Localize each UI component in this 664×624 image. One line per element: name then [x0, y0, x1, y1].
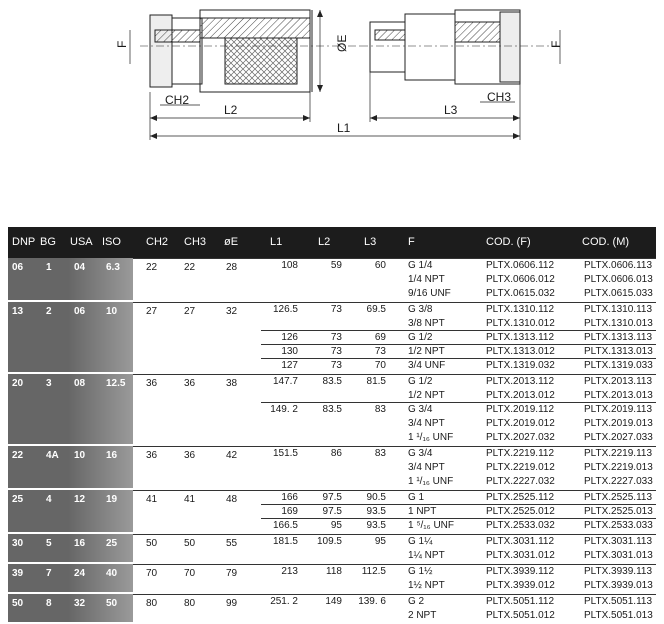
cell-l1: 166.5	[272, 520, 298, 531]
cell-cod-m: PLTX.1313.013	[584, 346, 653, 357]
cell-l3: 93.5	[366, 506, 386, 517]
cell-l3: 69.5	[366, 304, 386, 315]
cell-cod-m: PLTX.2525.113	[584, 492, 653, 503]
cell-ch2: 27	[146, 306, 158, 317]
cell-l2: 83.5	[322, 376, 342, 387]
cell-ch2: 36	[146, 378, 158, 389]
cell-f: G 1/4	[408, 260, 433, 271]
cell-iso: 50	[106, 598, 118, 609]
cell-ch2: 36	[146, 450, 158, 461]
header-usa: USA	[70, 236, 93, 248]
cell-cod-f: PLTX.1313.012	[486, 346, 555, 357]
cell-cod-m: PLTX.2219.113	[584, 448, 653, 459]
cell-l2: 73	[330, 304, 342, 315]
cell-bg: 3	[46, 378, 52, 389]
table-row	[8, 474, 656, 488]
cell-cod-f: PLTX.2019.112	[486, 404, 555, 415]
header-bg: BG	[40, 236, 56, 248]
cell-f: 3/4 NPT	[408, 418, 445, 429]
cell-dnp: 50	[12, 598, 24, 609]
cell-l2: 59	[330, 260, 342, 271]
cell-cod-m: PLTX.2525.013	[584, 506, 653, 517]
cell-l1: 108	[281, 260, 298, 271]
table-row	[8, 344, 656, 358]
cell-f: 1 ¹/₁₆ UNF	[408, 432, 454, 443]
cell-f: 3/4 UNF	[408, 360, 446, 371]
cell-cod-f: PLTX.0606.112	[486, 260, 555, 271]
header-f: F	[408, 236, 415, 248]
header-dnp: DNP	[12, 236, 36, 248]
cell-usa: 16	[74, 538, 86, 549]
cell-cod-f: PLTX.1310.112	[486, 304, 555, 315]
cell-oe: 55	[226, 538, 238, 549]
cell-ch3: 27	[184, 306, 196, 317]
cell-ch3: 41	[184, 494, 196, 505]
cell-oe: 28	[226, 262, 238, 273]
cell-usa: 10	[74, 450, 86, 461]
cell-cod-m: PLTX.5051.113	[584, 596, 653, 607]
cell-usa: 08	[74, 378, 86, 389]
cell-cod-f: PLTX.3939.012	[486, 580, 555, 591]
cell-l3: 73	[374, 346, 386, 357]
female-coupling-drawing	[140, 10, 360, 92]
cell-f: G 3/8	[408, 304, 433, 315]
table-row	[8, 548, 656, 562]
cell-cod-m: PLTX.0615.033	[584, 288, 653, 299]
cell-f: 1¼ NPT	[408, 550, 445, 561]
cell-cod-m: PLTX.1310.113	[584, 304, 653, 315]
table-row	[8, 504, 656, 518]
label-ch2: CH2	[165, 93, 190, 107]
cell-iso: 16	[106, 450, 118, 461]
cell-cod-f: PLTX.1313.112	[486, 332, 555, 343]
table-body	[8, 258, 656, 624]
cell-bg: 1	[46, 262, 52, 273]
header-l3: L3	[364, 236, 377, 248]
cell-cod-m: PLTX.2013.013	[584, 390, 653, 401]
header-l1: L1	[270, 236, 283, 248]
cell-cod-m: PLTX.0606.113	[584, 260, 653, 271]
label-l3: L3	[444, 103, 458, 117]
table-group	[8, 534, 656, 564]
cell-l3: 93.5	[366, 520, 386, 531]
table-row	[8, 430, 656, 444]
cell-l2: 97.5	[322, 492, 342, 503]
cell-cod-f: PLTX.2013.112	[486, 376, 555, 387]
cell-iso: 10	[106, 306, 118, 317]
label-f-left: F	[115, 40, 129, 48]
cell-dnp: 39	[12, 568, 24, 579]
cell-l3: 60	[374, 260, 386, 271]
cell-bg: 4	[46, 494, 52, 505]
cell-cod-m: PLTX.3031.113	[584, 536, 653, 547]
header-cod-m: COD. (M)	[582, 236, 630, 248]
table-row	[8, 286, 656, 300]
cell-ch2: 50	[146, 538, 158, 549]
cell-bg: 5	[46, 538, 52, 549]
cell-l1: 251. 2	[270, 596, 298, 607]
cell-f: 9/16 UNF	[408, 288, 451, 299]
cell-l2: 97.5	[322, 506, 342, 517]
table-row	[8, 302, 656, 316]
cell-cod-m: PLTX.1319.033	[584, 360, 653, 371]
table-group	[8, 594, 656, 624]
label-ch3: CH3	[487, 90, 512, 104]
cell-oe: 42	[226, 450, 238, 461]
cell-l2: 118	[326, 566, 342, 577]
cell-l3: 81.5	[366, 376, 386, 387]
cell-l2: 73	[330, 332, 342, 343]
table-group	[8, 302, 656, 374]
cell-f: 1/2 NPT	[408, 346, 445, 357]
label-l1: L1	[337, 121, 351, 135]
cell-oe: 99	[226, 598, 238, 609]
cell-l2: 83.5	[322, 404, 342, 415]
cell-l3: 70	[374, 360, 386, 371]
cell-cod-m: PLTX.2227.033	[584, 476, 653, 487]
cell-l3: 139. 6	[358, 596, 386, 607]
male-coupling-drawing	[360, 10, 560, 84]
cell-f: 1 ¹/₁₆ UNF	[408, 476, 454, 487]
cell-f: G 1½	[408, 566, 433, 577]
cell-ch2: 22	[146, 262, 158, 273]
cell-dnp: 22	[12, 450, 24, 461]
cell-cod-m: PLTX.2219.013	[584, 462, 653, 473]
cell-l2: 73	[330, 360, 342, 371]
cell-usa: 32	[74, 598, 86, 609]
cell-ch3: 22	[184, 262, 196, 273]
cell-cod-m: PLTX.2013.113	[584, 376, 653, 387]
cell-cod-f: PLTX.0615.032	[486, 288, 555, 299]
cell-cod-m: PLTX.2019.113	[584, 404, 653, 415]
cell-l3: 112.5	[361, 566, 386, 577]
table-row	[8, 330, 656, 344]
cell-ch3: 50	[184, 538, 196, 549]
cell-bg: 4A	[46, 450, 59, 461]
cell-f: G 1¼	[408, 536, 433, 547]
cell-l1: 151.5	[272, 448, 298, 459]
cell-ch3: 36	[184, 450, 196, 461]
cell-l1: 126	[281, 332, 298, 343]
cell-l2: 86	[330, 448, 342, 459]
cell-cod-f: PLTX.3031.112	[486, 536, 555, 547]
table-row	[8, 358, 656, 372]
cell-oe: 79	[226, 568, 238, 579]
cell-oe: 48	[226, 494, 238, 505]
coupling-spec-table	[8, 227, 656, 624]
table-row	[8, 518, 656, 532]
cell-iso: 6.3	[106, 262, 120, 273]
cell-l1: 130	[281, 346, 298, 357]
cell-dnp: 25	[12, 494, 24, 505]
cell-bg: 7	[46, 568, 52, 579]
cell-cod-m: PLTX.2027.033	[584, 432, 653, 443]
table-row	[8, 594, 656, 608]
cell-l2: 95	[330, 520, 342, 531]
cell-f: 1 NPT	[408, 506, 437, 517]
table-row	[8, 388, 656, 402]
cell-iso: 25	[106, 538, 118, 549]
cell-f: 3/4 NPT	[408, 462, 445, 473]
cell-cod-f: PLTX.2219.112	[486, 448, 555, 459]
cell-f: 2 NPT	[408, 610, 437, 621]
cell-dnp: 30	[12, 538, 24, 549]
cell-l1: 169	[281, 506, 298, 517]
table-row	[8, 258, 656, 272]
cell-usa: 24	[74, 568, 86, 579]
cell-f: G 3/4	[408, 448, 433, 459]
cell-ch2: 41	[146, 494, 158, 505]
table-row	[8, 272, 656, 286]
cell-l3: 90.5	[366, 492, 386, 503]
table-group	[8, 564, 656, 594]
cell-f: 1½ NPT	[408, 580, 445, 591]
cell-cod-f: PLTX.2525.012	[486, 506, 555, 517]
cell-bg: 2	[46, 306, 52, 317]
cell-f: 1/4 NPT	[408, 274, 445, 285]
cell-l3: 95	[374, 536, 386, 547]
cell-oe: 32	[226, 306, 238, 317]
table-row	[8, 416, 656, 430]
cell-f: G 3/4	[408, 404, 433, 415]
cell-cod-m: PLTX.2533.033	[584, 520, 653, 531]
table-header-row	[8, 227, 656, 258]
table-row	[8, 446, 656, 460]
cell-l1: 166	[281, 492, 298, 503]
cell-ch3: 36	[184, 378, 196, 389]
cell-cod-f: PLTX.1310.012	[486, 318, 555, 329]
cell-l1: 126.5	[272, 304, 298, 315]
cell-cod-f: PLTX.2227.032	[486, 476, 555, 487]
cell-usa: 06	[74, 306, 86, 317]
cell-l3: 69	[374, 332, 386, 343]
cell-cod-m: PLTX.5051.013	[584, 610, 653, 621]
table-group	[8, 258, 656, 302]
cell-l2: 149	[325, 596, 342, 607]
cell-cod-m: PLTX.3939.013	[584, 580, 653, 591]
table-row	[8, 534, 656, 548]
cell-iso: 40	[106, 568, 118, 579]
header-l2: L2	[318, 236, 331, 248]
cell-ch2: 70	[146, 568, 158, 579]
cell-cod-m: PLTX.0606.013	[584, 274, 653, 285]
label-l2: L2	[224, 103, 238, 117]
cell-usa: 12	[74, 494, 86, 505]
coupling-technical-drawing	[0, 0, 664, 200]
cell-bg: 8	[46, 598, 52, 609]
table-row	[8, 316, 656, 330]
cell-l1: 181.5	[272, 536, 298, 547]
header-ch3: CH3	[184, 236, 207, 248]
cell-iso: 19	[106, 494, 118, 505]
cell-cod-f: PLTX.2533.032	[486, 520, 555, 531]
cell-l2: 109.5	[316, 536, 342, 547]
cell-cod-f: PLTX.5051.112	[486, 596, 555, 607]
cell-l3: 83	[374, 404, 386, 415]
cell-cod-f: PLTX.1319.032	[486, 360, 555, 371]
header-cod-f: COD. (F)	[486, 236, 531, 248]
cell-oe: 38	[226, 378, 238, 389]
table-row	[8, 490, 656, 504]
label-oe: ØE	[335, 34, 349, 52]
cell-l1: 147.7	[272, 376, 298, 387]
cell-dnp: 06	[12, 262, 24, 273]
cell-cod-f: PLTX.3939.112	[486, 566, 555, 577]
table-group	[8, 446, 656, 490]
cell-usa: 04	[74, 262, 86, 273]
cell-cod-m: PLTX.3939.113	[584, 566, 653, 577]
cell-cod-m: PLTX.2019.013	[584, 418, 653, 429]
cell-cod-f: PLTX.3031.012	[486, 550, 555, 561]
cell-cod-f: PLTX.2525.112	[486, 492, 555, 503]
cell-cod-m: PLTX.3031.013	[584, 550, 653, 561]
cell-ch2: 80	[146, 598, 158, 609]
cell-cod-f: PLTX.2013.012	[486, 390, 555, 401]
cell-cod-m: PLTX.1313.113	[584, 332, 653, 343]
cell-l1: 213	[281, 566, 298, 577]
cell-l1: 127	[281, 360, 298, 371]
cell-ch3: 80	[184, 598, 196, 609]
cell-l2: 73	[330, 346, 342, 357]
cell-iso: 12.5	[106, 378, 126, 389]
header-iso: ISO	[102, 236, 121, 248]
label-f-right: F	[549, 40, 563, 48]
table-row	[8, 564, 656, 578]
header-ch2: CH2	[146, 236, 169, 248]
table-group	[8, 490, 656, 534]
cell-cod-f: PLTX.2027.032	[486, 432, 555, 443]
table-row	[8, 374, 656, 388]
cell-cod-f: PLTX.2219.012	[486, 462, 555, 473]
table-row	[8, 608, 656, 622]
cell-f: G 1/2	[408, 332, 433, 343]
cell-dnp: 20	[12, 378, 24, 389]
cell-cod-f: PLTX.0606.012	[486, 274, 555, 285]
cell-f: G 1/2	[408, 376, 433, 387]
table-row	[8, 578, 656, 592]
header-oe: øE	[224, 236, 239, 248]
cell-dnp: 13	[12, 306, 24, 317]
cell-f: 1 ⁵/₁₆ UNF	[408, 520, 455, 531]
cell-ch3: 70	[184, 568, 196, 579]
cell-f: 1/2 NPT	[408, 390, 445, 401]
cell-cod-f: PLTX.2019.012	[486, 418, 555, 429]
cell-f: 3/8 NPT	[408, 318, 445, 329]
cell-l3: 83	[374, 448, 386, 459]
cell-f: G 2	[408, 596, 425, 607]
table-group	[8, 374, 656, 446]
cell-f: G 1	[408, 492, 425, 503]
cell-cod-f: PLTX.5051.012	[486, 610, 555, 621]
table-row	[8, 402, 656, 416]
cell-l1: 149. 2	[270, 404, 298, 415]
cell-cod-m: PLTX.1310.013	[584, 318, 653, 329]
table-row	[8, 460, 656, 474]
